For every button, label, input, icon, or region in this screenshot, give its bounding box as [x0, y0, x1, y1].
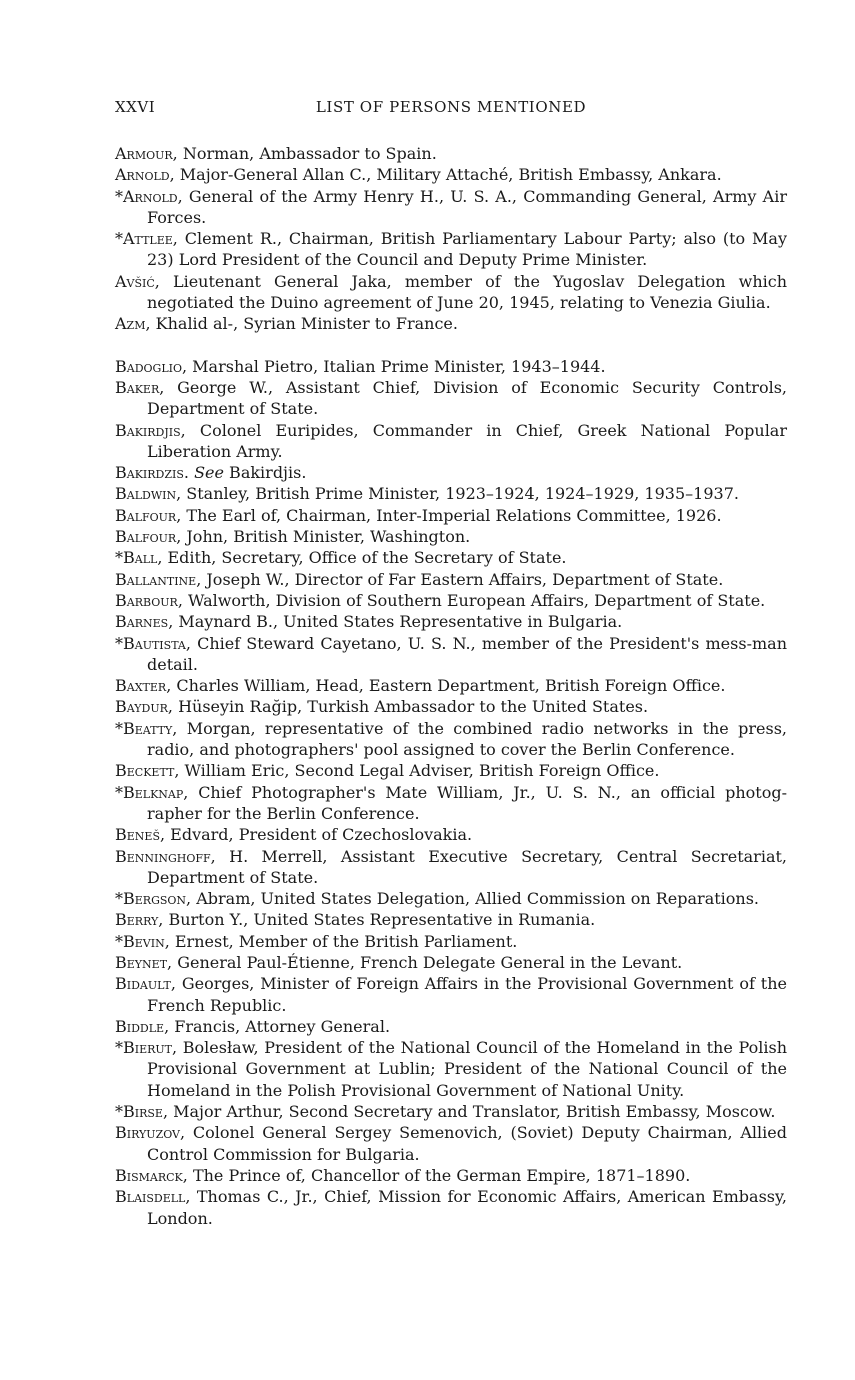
surname: Belknap — [123, 782, 184, 802]
surname: Ball — [123, 548, 158, 568]
surname: Bidault — [115, 974, 171, 994]
page-number: XXVI — [115, 98, 156, 116]
person-entry: *Bevin, Ernest, Member of the British Parliament. — [115, 931, 518, 951]
surname: Bierut — [123, 1038, 173, 1058]
person-entry — [115, 675, 787, 696]
entry-description: , Lieutenant General Jaka, member of the Yugoslav Delegation which negotiated the Duino agreement of June 20, 1945, relating to Venezia Giulia. — [147, 271, 787, 313]
surname: Ballantine — [115, 569, 197, 589]
person-entry — [115, 164, 787, 185]
surname: Arnold — [115, 165, 170, 185]
surname: Bakirdjis — [115, 420, 181, 440]
surname: Birse — [123, 1102, 163, 1122]
entry-description: , H. Merrell, Assistant Executive Secretary, Central Secretariat, Department of State. — [147, 846, 787, 887]
person-entry: *Attlee, Clement R., Chairman, British Parliamentary Labour Party; also (to May 23) Lord President of the Council and Deputy Prime Minister. — [115, 229, 787, 270]
surname: Beckett — [115, 761, 175, 781]
entry-description: , Abram, United States Delegation, Allied Commission on Reparations. — [186, 889, 760, 909]
entry-description: , Ernest, Member of the British Parliament. — [164, 931, 518, 951]
person-entry: *Ball, Edith, Secretary, Office of the Secretary of State. — [115, 548, 567, 568]
person-entry — [115, 611, 787, 632]
entry-description: , Norman, Ambassador to Spain. — [172, 144, 437, 163]
person-entry — [115, 420, 787, 463]
person-entry — [115, 909, 787, 930]
entry-description: , Edvard, President of Czechoslovakia. — [159, 825, 473, 845]
entry-description: , John, British Minister, Washington. — [176, 527, 471, 547]
surname: Attlee — [123, 229, 173, 249]
person-entry — [115, 696, 787, 717]
surname: Bevin — [123, 931, 165, 951]
surname: Berry — [115, 910, 159, 930]
entry-description: , Georges, Minister of Foreign Affairs in the Provisional Government of the French Republic. — [147, 974, 787, 1015]
person-entry — [115, 377, 787, 420]
surname: Arnold — [123, 186, 178, 206]
person-entry — [115, 952, 787, 973]
entry-description: , Thomas C., Jr., Chief, Mission for Economic Affairs, American Embassy, London. — [147, 1187, 787, 1228]
entry-description: , Maynard B., United States Representative in Bulgaria. — [168, 612, 623, 632]
person-entry — [115, 973, 787, 1016]
entry-description: , Khalid al-, Syrian Minister to France. — [145, 314, 458, 334]
person-list — [115, 143, 787, 1229]
surname: Barnes — [115, 612, 169, 632]
person-entry — [115, 760, 787, 781]
person-entry: *Birse, Major Arthur, Second Secretary and Translator, British Embassy, Moscow. — [115, 1102, 776, 1122]
person-entry: *Bautista, Chief Steward Cayetano, U. S. N., member of the President's mess-man detail. — [115, 633, 787, 674]
entry-description: , George W., Assistant Chief, Division of Economic Security Controls, Department of State. — [147, 377, 787, 419]
person-entry — [115, 313, 787, 334]
entry-description: , Colonel Euripides, Commander in Chief, Greek National Popular Liberation Army. — [147, 420, 787, 461]
person-entry — [115, 143, 787, 164]
surname: Benninghoff — [115, 846, 211, 866]
surname: Bakirdzis — [115, 463, 184, 483]
entry-description: , Joseph W., Director of Far Eastern Affairs, Department of State. — [196, 569, 724, 589]
person-entry — [115, 505, 787, 526]
surname: Barbour — [115, 590, 178, 610]
surname: Baydur — [115, 697, 168, 717]
person-entry: *Beatty, Morgan, representative of the combined radio networks in the press, radio, and photographers' pool assigned to cover the Berlin Conference. — [115, 718, 787, 760]
person-entry — [115, 483, 787, 504]
surname: Bergson — [123, 889, 187, 909]
entry-description: , Burton Y., United States Representative in Rumania. — [158, 910, 596, 930]
person-entry — [115, 846, 787, 889]
surname: Baldwin — [115, 484, 177, 504]
entry-description: , Chief Photographer's Mate William, Jr., U. S. N., an official photog-rapher for the Berlin Conference. — [147, 782, 787, 823]
surname: Baker — [115, 377, 160, 397]
entry-description: , Morgan, representative of the combined radio networks in the press, radio, and photographers' pool assigned to cover the Berlin Conference. — [147, 718, 787, 760]
entry-description: , Colonel General Sergey Semenovich, (Soviet) Deputy Chairman, Allied Control Commission for Bulgaria. — [147, 1123, 787, 1164]
see-reference: See — [194, 463, 224, 483]
surname: Biddle — [115, 1016, 165, 1036]
entry-description: , Bolesław, President of the National Council of the Homeland in the Polish Provisional Government at Lublin; President of the National Council of the Homeland in the Polish Provisional Government of National Unity. — [147, 1038, 787, 1100]
person-entry: *Bierut, Bolesław, President of the National Council of the Homeland in the Polish Provisional Government at Lublin; President of the National Council of the Homeland in the Polish Provisional Government of National Unity. — [115, 1038, 787, 1100]
person-entry — [115, 824, 787, 845]
surname: Beneš — [115, 825, 160, 845]
person-entry — [115, 1016, 787, 1037]
entry-description: , William Eric, Second Legal Adviser, British Foreign Office. — [174, 761, 660, 781]
entry-description: , General Paul-Étienne, French Delegate General in the Levant. — [167, 952, 683, 972]
entry-description: , Walworth, Division of Southern European Affairs, Department of State. — [177, 590, 766, 610]
surname: Baxter — [115, 676, 167, 696]
surname: Beatty — [123, 718, 173, 738]
surname: Balfour — [115, 527, 177, 547]
entry-description: , Hüseyin Rağip, Turkish Ambassador to the United States. — [167, 697, 649, 717]
page-header — [115, 98, 787, 122]
surname: Blaisdell — [115, 1187, 186, 1207]
person-entry — [115, 356, 787, 377]
person-entry — [115, 1165, 787, 1186]
surname: Azm — [115, 314, 146, 334]
entry-description: , The Prince of, Chancellor of the German Empire, 1871–1890. — [182, 1165, 691, 1185]
surname: Bismarck — [115, 1165, 183, 1185]
person-entry — [115, 526, 787, 547]
running-title: LIST OF PERSONS MENTIONED — [315, 98, 587, 116]
entry-description: Bakirdjis. — [223, 463, 307, 483]
surname: Armour — [115, 144, 173, 163]
person-entry: *Bergson, Abram, United States Delegation, Allied Commission on Reparations. — [115, 889, 760, 909]
person-entry — [115, 271, 787, 314]
person-entry — [115, 590, 787, 611]
entry-description: , The Earl of, Chairman, Inter-Imperial Relations Committee, 1926. — [176, 505, 722, 525]
entry-description: , Charles William, Head, Eastern Department, British Foreign Office. — [166, 676, 726, 696]
entry-description: , Edith, Secretary, Office of the Secretary of State. — [157, 548, 567, 568]
entry-description: , Stanley, British Prime Minister, 1923–1924, 1924–1929, 1935–1937. — [176, 484, 739, 504]
person-entry: *Arnold, General of the Army Henry H., U. S. A., Commanding General, Army Air Forces. — [115, 186, 787, 227]
surname: Bautista — [123, 633, 186, 653]
person-entry: Bakirdzis. See Bakirdjis. — [115, 463, 307, 483]
surname: Avšić — [115, 271, 155, 291]
entry-description: , Marshal Pietro, Italian Prime Minister, 1943–1944. — [182, 356, 606, 376]
surname: Balfour — [115, 505, 177, 525]
entry-description: , Major-General Allan C., Military Attaché, British Embassy, Ankara. — [169, 165, 722, 185]
entry-description: , Major Arthur, Second Secretary and Translator, British Embassy, Moscow. — [162, 1102, 776, 1122]
person-entry — [115, 1186, 787, 1229]
entry-description: , Chief Steward Cayetano, U. S. N., member of the President's mess-man detail. — [147, 633, 787, 674]
surname: Beynet — [115, 952, 168, 972]
surname: Badoglio — [115, 356, 182, 376]
entry-description: , Francis, Attorney General. — [164, 1016, 391, 1036]
entry-description: , General of the Army Henry H., U. S. A., Commanding General, Army Air Forces. — [147, 186, 787, 227]
surname: Biryuzov — [115, 1123, 180, 1143]
person-entry — [115, 1122, 787, 1165]
person-entry: *Belknap, Chief Photographer's Mate William, Jr., U. S. N., an official photog-rapher for the Berlin Conference. — [115, 782, 787, 823]
entry-description: , Clement R., Chairman, British Parliamentary Labour Party; also (to May 23) Lord President of the Council and Deputy Prime Minister. — [147, 229, 787, 270]
person-entry — [115, 569, 787, 590]
